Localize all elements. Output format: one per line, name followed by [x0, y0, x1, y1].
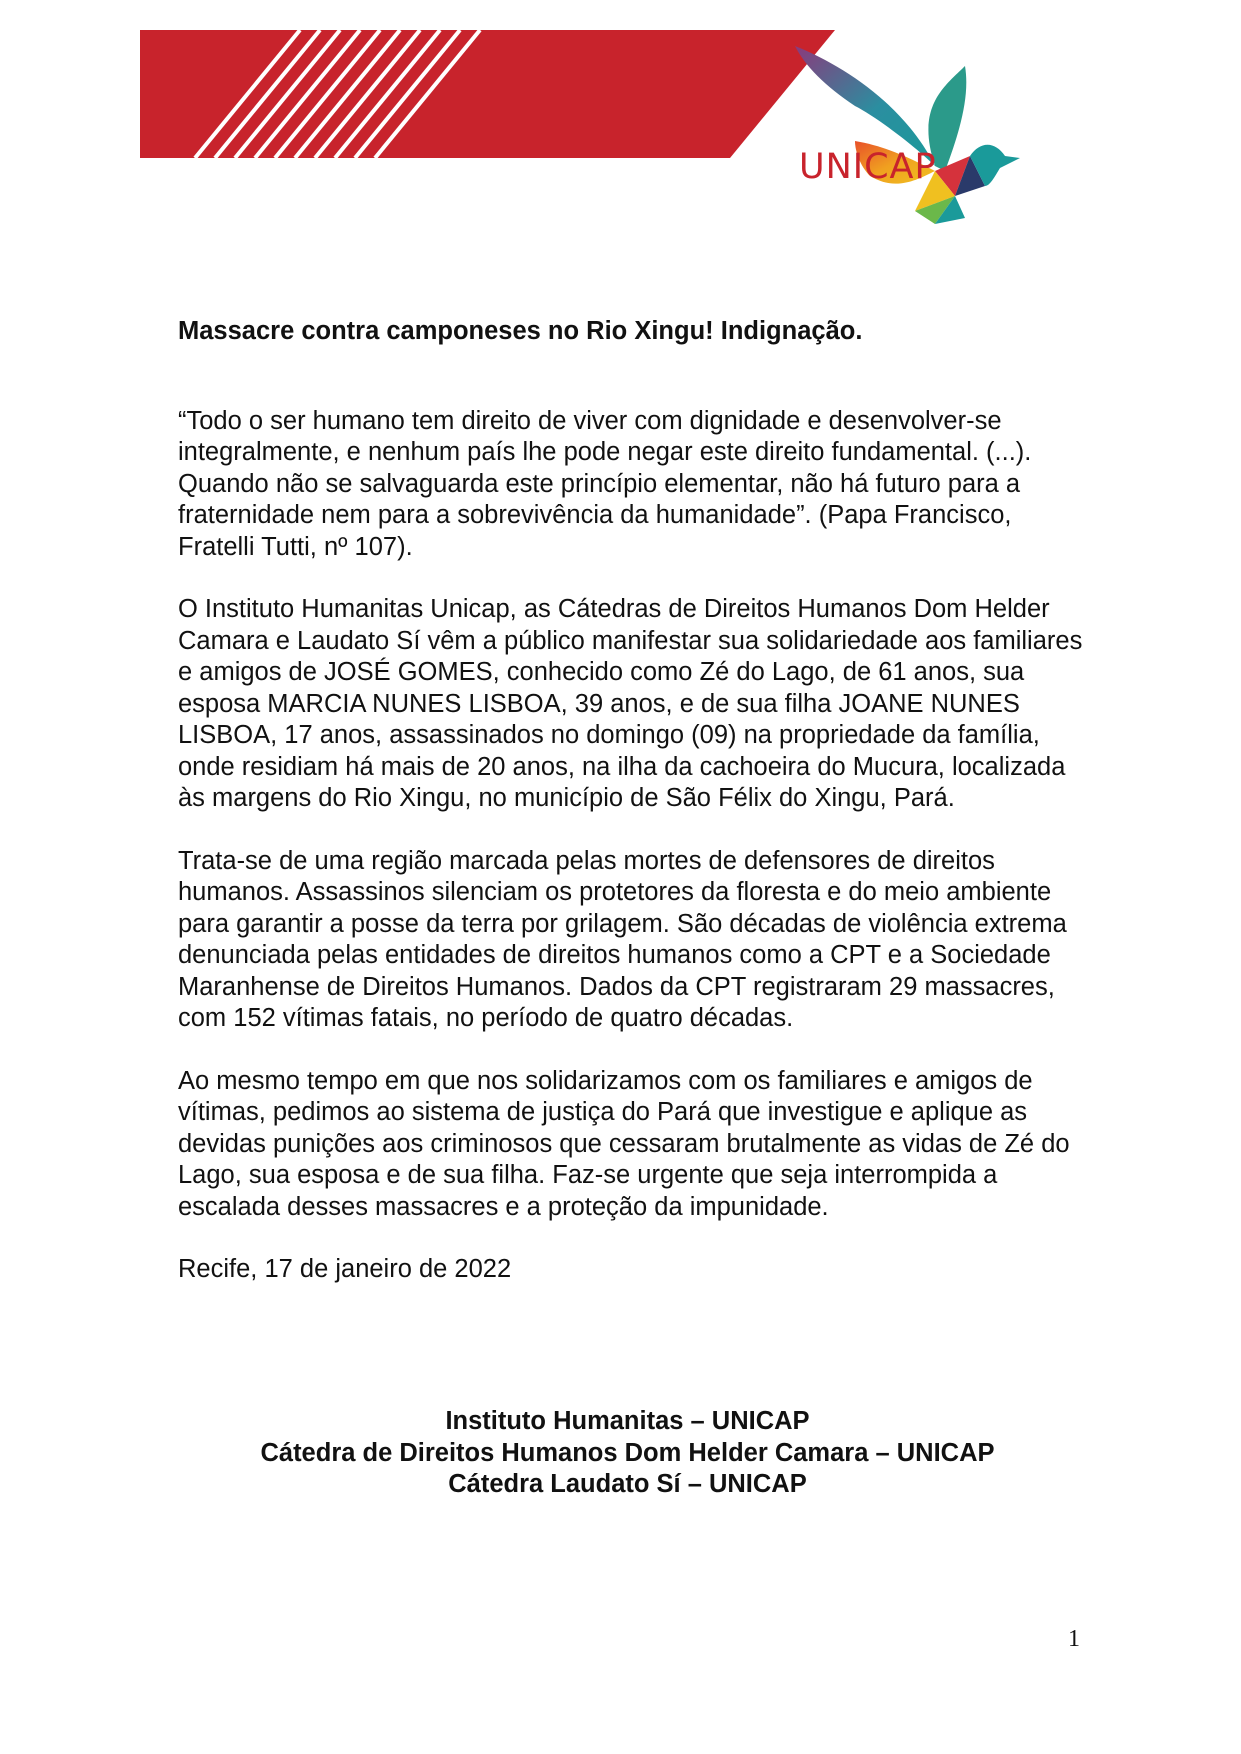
unicap-logo-text: UNICAP — [799, 147, 937, 187]
page-number: 1 — [1068, 1626, 1080, 1652]
quote-paragraph: “Todo o ser humano tem direito de viver com dignidade e desenvolver-se integralmente, e nenhum país lhe pode negar este direito fundamental. (...). Quando não se salvaguarda este princípio elementar, não há futuro para a fraternidade nem para a sobrevivência da humanidade”. (Papa Francisco, Fratelli Tutti, nº 107). — [178, 406, 1032, 561]
date-line: Recife, 17 de janeiro de 2022 — [178, 1255, 512, 1283]
banner-shape — [140, 30, 835, 158]
document-title: Massacre contra camponeses no Rio Xingu! Indignação. — [178, 317, 863, 345]
dove-logo-icon — [795, 46, 1095, 246]
solidarity-paragraph: O Instituto Humanitas Unicap, as Cátedras de Direitos Humanos Dom Helder Camara e Laudato Sí vêm a público manifestar sua solidariedade aos familiares e amigos de JOSÉ GOMES, conhecido como Zé do Lago, de 61 anos, sua esposa MARCIA NUNES LISBOA, 39 anos, e de sua filha JOANE NUNES LISBOA, 17 anos, assassinados no domingo (09) na propriedade da família, onde residiam há mais de 20 anos, na ilha da cachoeira do Mucura, localizada às margens do Rio Xingu, no município de São Félix do Xingu, Pará. — [178, 595, 1083, 812]
justice-paragraph: Ao mesmo tempo em que nos solidarizamos com os familiares e amigos de vítimas, pedimos ao sistema de justiça do Pará que investigue e aplique as devidas punições aos criminosos que cessaram brutalmente as vidas de Zé do Lago, sua esposa e de sua filha. Faz-se urgente que seja interrompida a escalada desses massacres e a proteção da impunidade. — [178, 1066, 1070, 1221]
region-paragraph: Trata-se de uma região marcada pelas mortes de defensores de direitos humanos. Assassinos silenciam os protetores da floresta e do meio ambiente para garantir a posse da terra por grilagem. São décadas de violência extrema denunciada pelas entidades de direitos humanos como a CPT e a Sociedade Maranhense de Direitos Humanos. Dados da CPT registraram 29 massacres, com 152 vítimas fatais, no período de quatro décadas. — [178, 846, 1067, 1032]
page-header — [0, 0, 1241, 280]
signature-block — [0, 1406, 1241, 1501]
signature-line: Cátedra Laudato Sí – UNICAP — [448, 1470, 807, 1498]
document-body — [178, 316, 1088, 1317]
red-stripe-banner — [140, 30, 835, 158]
signature-line: Cátedra de Direitos Humanos Dom Helder Camara – UNICAP — [260, 1438, 995, 1467]
signature-line: Instituto Humanitas – UNICAP — [445, 1407, 810, 1435]
